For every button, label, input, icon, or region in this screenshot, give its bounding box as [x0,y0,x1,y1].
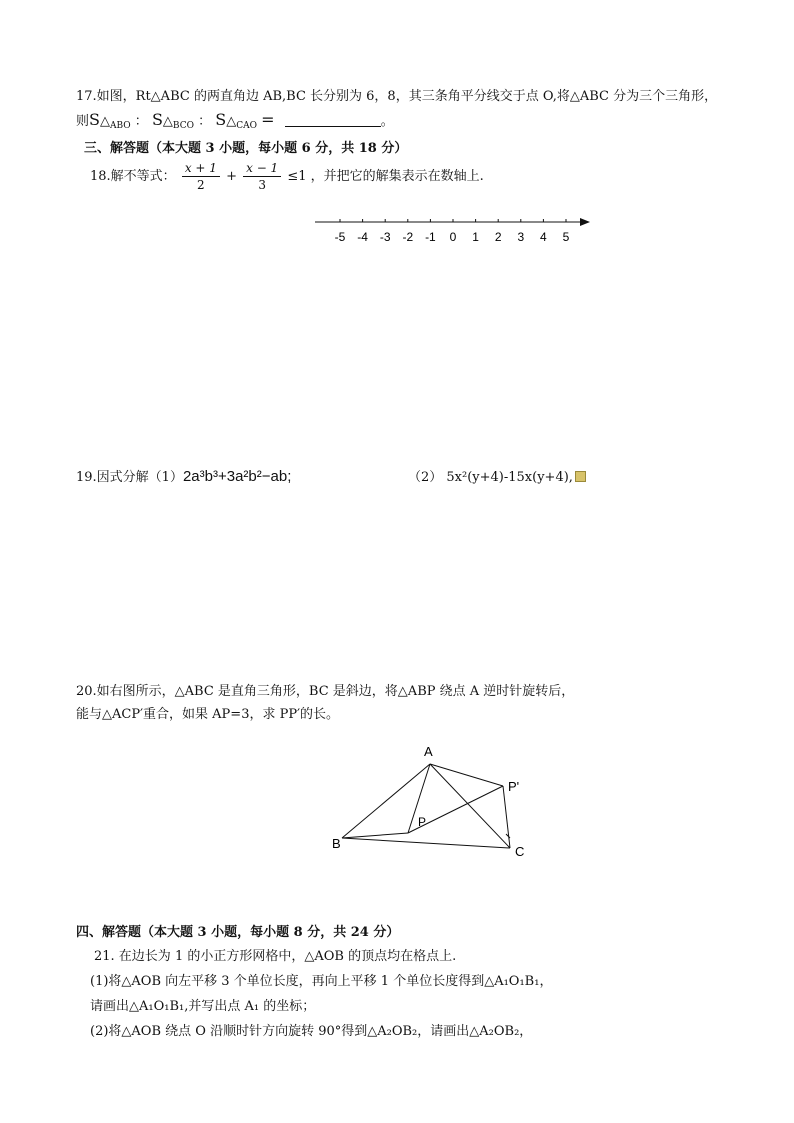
number-line-label: -1 [425,230,436,244]
number-line-label: 5 [562,230,570,244]
ratio-sep: ： [134,114,148,129]
q20-line1: 20.如右图所示，△ABC 是直角三角形，BC 是斜边，将△ABP 绕点 A 逆时针旋转后， [76,684,575,699]
area-symbol-bco: S [151,110,163,129]
q20-line2: 能与△ACP′重合，如果 AP=3，求 PP′的长。 [76,707,340,722]
segment-AB [342,764,430,838]
q19-prefix: 19.因式分解（1） [76,470,183,485]
segment-CP2 [503,786,510,848]
area-symbol-abo: S [89,110,100,129]
triangle-figure [320,738,540,868]
fraction-1 [182,160,220,193]
number-line-arrow [580,218,590,226]
fraction-2-numerator: x − 1 [243,160,281,177]
fraction-2-denominator: 3 [258,178,266,192]
fraction-2 [243,160,281,193]
plus-sign: + [226,169,237,184]
triangle-symbol: △ [162,114,173,129]
number-line-label: 0 [449,230,457,244]
q18-line [90,160,484,193]
number-line [310,210,600,250]
number-line-label: 2 [494,230,502,244]
q17-line1: 17.如图，Rt△ABC 的两直角边 AB,BC 长分别为 6，8，其三条角平分线交于点 O,将△ABC 分为三个三角形， [76,89,718,104]
segment-BC [342,838,510,848]
q17-line2 [76,110,394,131]
fraction-1-numerator: x + 1 [182,160,220,177]
number-line-label: -5 [334,230,346,244]
q19-part2: （2） 5x²(y+4)-15x(y+4), [408,470,573,485]
q18-suffix: ，并把它的解集表示在数轴上. [310,169,484,184]
number-line-label: -4 [357,230,368,244]
number-line-label: 4 [540,230,547,244]
fraction-1-denominator: 2 [197,178,205,192]
number-line-label: 3 [517,230,525,244]
equals-sign: = [261,110,275,129]
q19-expr1: 2a³b³+3a²b²−ab; [182,468,292,485]
q17-bco: BCO [172,121,194,131]
triangle-symbol: △ [99,114,110,129]
label-B: B [332,836,341,851]
triangle-symbol: △ [226,114,237,129]
q19-line [76,466,291,485]
number-line-label: -3 [379,230,391,244]
answer-blank[interactable] [285,114,381,127]
q18-prefix: 18.解不等式： [90,169,176,184]
label-P: P [418,815,427,829]
section4-title: 四、解答题（本大题 3 小题，每小题 8 分，共 24 分） [76,925,400,940]
segment-BP [342,833,408,838]
q17-end: 。 [380,114,394,129]
q19-part2-line [408,466,586,485]
segment-AC [430,764,510,848]
q21-line1: 21. 在边长为 1 的小正方形网格中，△AOB 的顶点均在格点上. [94,949,457,964]
q17-prefix: 则 [76,114,90,129]
q17-abo: ABO [109,121,131,131]
section3-title: 三、解答题（本大题 3 小题，每小题 6 分，共 18 分） [84,141,408,156]
number-line-label: 1 [472,230,479,244]
q17-cao: CAO [236,121,257,131]
ratio-sep: ： [198,114,212,129]
q21-line2: (1)将△AOB 向左平移 3 个单位长度，再向上平移 1 个单位长度得到△A₁O₁B₁， [90,974,553,989]
q21-line3: 请画出△A₁O₁B₁,并写出点 A₁ 的坐标； [90,999,316,1014]
label-C: C [515,844,525,859]
label-P-prime: P' [508,779,520,794]
edit-icon[interactable] [575,471,586,482]
area-symbol-cao: S [215,110,227,129]
relation: ≤1 [287,169,307,184]
number-line-label: -2 [402,230,414,244]
label-A: A [424,744,433,759]
q21-line4: (2)将△AOB 绕点 O 沿顺时针方向旋转 90°得到△A₂OB₂，请画出△A₂OB₂， [90,1024,533,1039]
